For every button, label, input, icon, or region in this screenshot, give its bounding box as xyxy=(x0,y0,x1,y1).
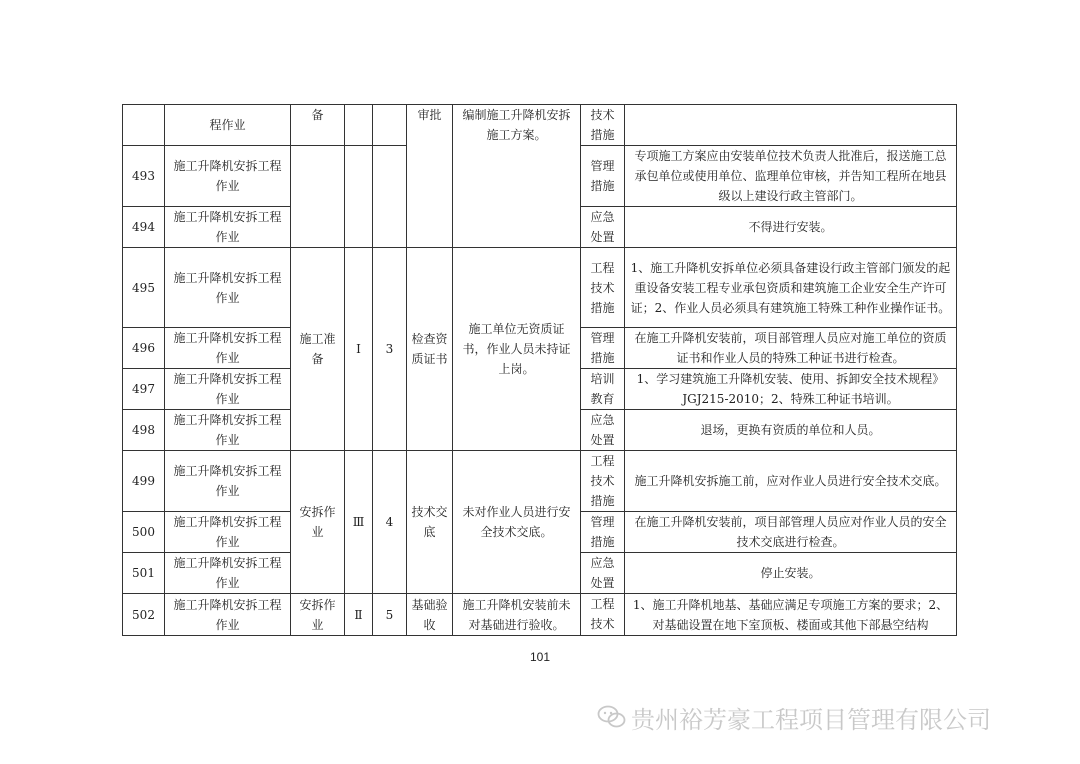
row-number: 500 xyxy=(123,512,165,553)
level-cell: Ⅲ xyxy=(345,451,373,594)
row-number: 495 xyxy=(123,248,165,328)
measure-content: 退场，更换有资质的单位和人员。 xyxy=(625,410,957,451)
watermark-text: 贵州裕芳豪工程项目管理有限公司 xyxy=(631,705,991,734)
measure-content: 1、施工升降机地基、基础应满足专项施工方案的要求；2、对基础设置在地下室顶板、楼面或其他下部悬空结构 xyxy=(625,594,957,636)
table-row xyxy=(123,105,957,146)
stage-cell: 安拆作业 xyxy=(291,451,345,594)
stage-cell: 施工准备 xyxy=(291,248,345,451)
index-cell: 4 xyxy=(373,451,407,594)
level-cell xyxy=(345,146,373,248)
measure-type: 应急处置 xyxy=(581,553,625,594)
work-name: 施工升降机安拆工程作业 xyxy=(165,553,291,594)
measure-type: 培训教育 xyxy=(581,369,625,410)
watermark xyxy=(597,703,1047,734)
work-name: 施工升降机安拆工程作业 xyxy=(165,207,291,248)
level-cell xyxy=(345,105,373,146)
risk-cell: 技术交底 xyxy=(407,451,453,594)
risk-desc: 施工单位无资质证书，作业人员未持证上岗。 xyxy=(453,248,581,451)
measure-type: 工程技术 xyxy=(581,594,625,636)
row-number: 498 xyxy=(123,410,165,451)
index-cell: 3 xyxy=(373,248,407,451)
stage-cell: 备 xyxy=(291,105,345,146)
risk-desc: 施工升降机安装前未对基础进行验收。 xyxy=(453,594,581,636)
measure-type: 技术措施 xyxy=(581,105,625,146)
measure-type: 管理措施 xyxy=(581,146,625,207)
risk-cell: 检查资质证书 xyxy=(407,248,453,451)
risk-cell: 基础验收 xyxy=(407,594,453,636)
work-name: 施工升降机安拆工程作业 xyxy=(165,146,291,207)
measure-type: 应急处置 xyxy=(581,207,625,248)
measure-content: 在施工升降机安装前，项目部管理人员应对施工单位的资质证书和作业人员的特殊工种证书进行检查。 xyxy=(625,328,957,369)
measure-content: 施工升降机安拆施工前，应对作业人员进行安全技术交底。 xyxy=(625,451,957,512)
measure-content: 专项施工方案应由安装单位技术负责人批准后，报送施工总承包单位或使用单位、监理单位审核，并告知工程所在地县级以上建设行政主管部门。 xyxy=(625,146,957,207)
index-cell xyxy=(373,146,407,248)
row-number: 496 xyxy=(123,328,165,369)
measure-type: 应急处置 xyxy=(581,410,625,451)
work-name: 施工升降机安拆工程作业 xyxy=(165,410,291,451)
measure-content: 1、学习建筑施工升降机安装、使用、拆卸安全技术规程》JGJ215-2010；2、特殊工种证书培训。 xyxy=(625,369,957,410)
work-name: 施工升降机安拆工程作业 xyxy=(165,328,291,369)
row-number: 501 xyxy=(123,553,165,594)
risk-desc: 未对作业人员进行安全技术交底。 xyxy=(453,451,581,594)
table-row xyxy=(123,594,957,636)
work-name: 施工升降机安拆工程作业 xyxy=(165,451,291,512)
level-cell: Ⅱ xyxy=(345,594,373,636)
stage-cell: 安拆作业 xyxy=(291,594,345,636)
work-name: 施工升降机安拆工程作业 xyxy=(165,594,291,636)
measure-type: 管理措施 xyxy=(581,512,625,553)
measure-content: 停止安装。 xyxy=(625,553,957,594)
page-number: 101 xyxy=(529,650,551,664)
measure-content: 1、施工升降机安拆单位必须具备建设行政主管部门颁发的起重设备安装工程专业承包资质和建筑施工企业安全生产许可证；2、作业人员必须具有建筑施工特殊工种作业操作证书。 xyxy=(625,248,957,328)
work-name: 程作业 xyxy=(165,105,291,146)
index-cell xyxy=(373,105,407,146)
table-row xyxy=(123,248,957,328)
measure-type: 管理措施 xyxy=(581,328,625,369)
row-number: 497 xyxy=(123,369,165,410)
row-number xyxy=(123,105,165,146)
stage-cell xyxy=(291,146,345,248)
table-row xyxy=(123,451,957,512)
risk-cell: 审批 xyxy=(407,105,453,248)
measure-content: 在施工升降机安装前，项目部管理人员应对作业人员的安全技术交底进行检查。 xyxy=(625,512,957,553)
measures-table xyxy=(122,104,957,636)
risk-desc: 编制施工升降机安拆施工方案。 xyxy=(453,105,581,248)
row-number: 494 xyxy=(123,207,165,248)
work-name: 施工升降机安拆工程作业 xyxy=(165,512,291,553)
measure-type: 工程技术措施 xyxy=(581,451,625,512)
work-name: 施工升降机安拆工程作业 xyxy=(165,248,291,328)
row-number: 499 xyxy=(123,451,165,512)
row-number: 502 xyxy=(123,594,165,636)
work-name: 施工升降机安拆工程作业 xyxy=(165,369,291,410)
level-cell: Ⅰ xyxy=(345,248,373,451)
measure-type: 工程技术措施 xyxy=(581,248,625,328)
measure-content: 不得进行安装。 xyxy=(625,207,957,248)
index-cell: 5 xyxy=(373,594,407,636)
row-number: 493 xyxy=(123,146,165,207)
wechat-icon xyxy=(597,704,627,730)
measure-content xyxy=(625,105,957,146)
